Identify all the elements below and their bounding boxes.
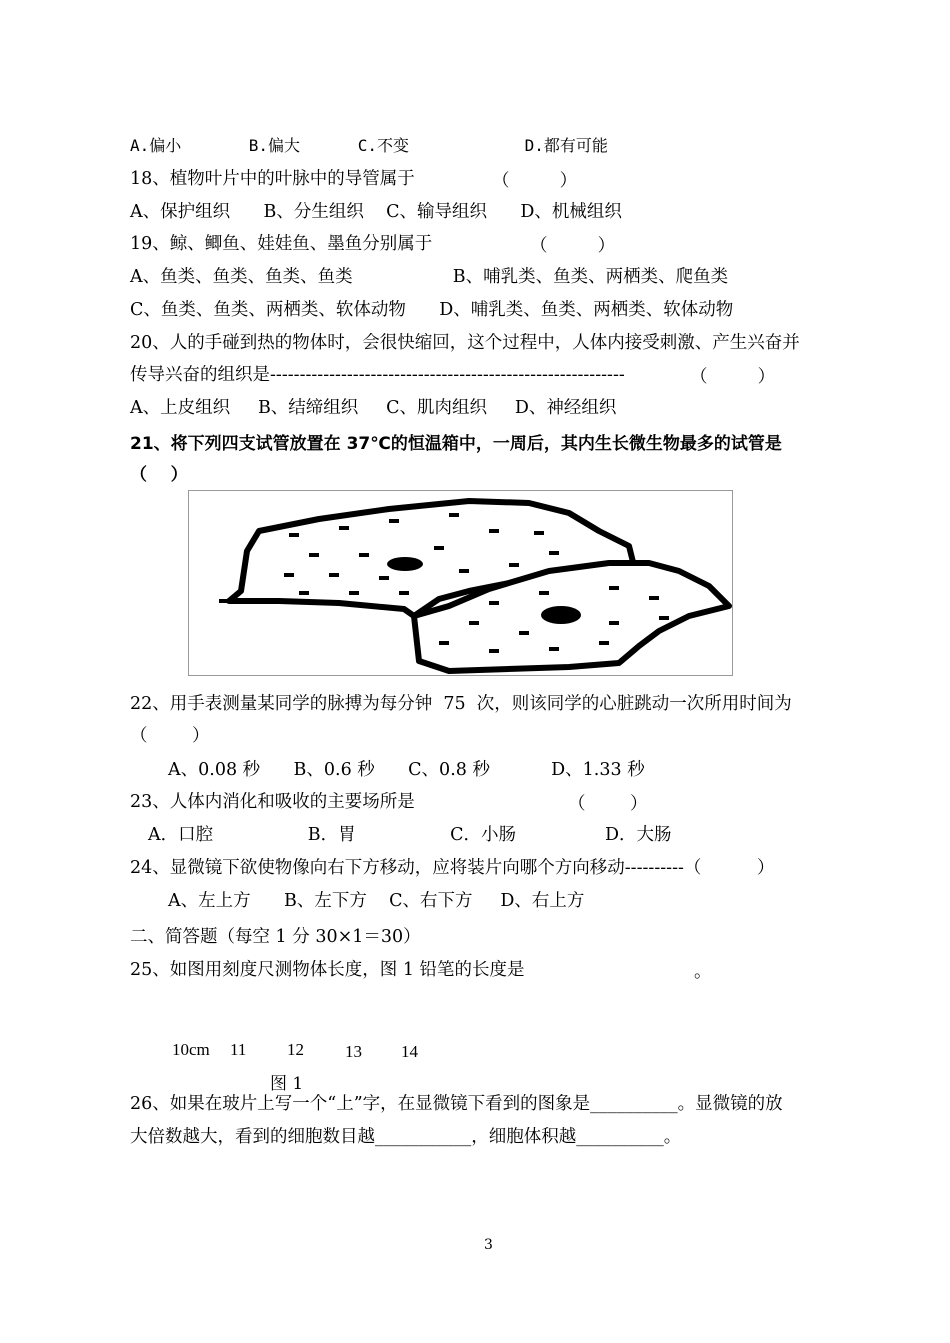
q23-stem: 23、人体内消化和吸收的主要场所是 (130, 792, 415, 812)
q22-stem: 22、用手表测量某同学的脉搏为每分钟 75 次，则该同学的心脏跳动一次所用时间为 (130, 694, 792, 714)
q23-options: A．口腔 B．胃 C．小肠 D．大肠 (148, 825, 672, 845)
q19-answer-paren: （ ） (530, 236, 616, 256)
q18-options: A、保护组织 B、分生组织 C、输导组织 D、机械组织 (130, 202, 622, 222)
ruler-label-12: 12 (287, 1040, 304, 1059)
page-number: 3 (484, 1237, 493, 1253)
q21-stem: 21、将下列四支试管放置在 37℃的恒温箱中，一周后，其内生长微生物最多的试管是 (130, 434, 782, 454)
q18-answer-paren: （ ） (492, 171, 578, 191)
ruler-label-10: 10cm (172, 1040, 210, 1059)
figure-1-caption: 图 1 (270, 1074, 304, 1094)
q17-options: A.偏小 B.偏大 C.不变 D.都有可能 (130, 136, 608, 155)
q21-answer-paren: （ ） (130, 465, 188, 485)
cells-illustration (189, 491, 734, 677)
q26-line1: 26、如果在玻片上写一个“上”字，在显微镜下看到的图象是__________。显微镜的放 (130, 1094, 783, 1114)
q23-answer-paren: （ ） (568, 794, 648, 814)
q18-stem: 18、植物叶片中的叶脉中的导管属于 (130, 169, 415, 189)
q25-end: 。 (694, 962, 712, 982)
q24-stem: 24、显微镜下欲使物像向右下方移动，应将装片向哪个方向移动----------（ ） (130, 858, 775, 878)
q20-stem-line1: 20、人的手碰到热的物体时，会很快缩回，这个过程中，人体内接受刺激、产生兴奋并 (130, 333, 800, 353)
q20-answer-paren: （ ） (690, 367, 776, 387)
q25-stem: 25、如图用刻度尺测物体长度，图 1 铅笔的长度是 (130, 960, 525, 980)
q19-options-cd: C、鱼类、鱼类、两栖类、软体动物 D、哺乳类、鱼类、两栖类、软体动物 (130, 300, 734, 320)
ruler-label-14: 14 (401, 1042, 418, 1061)
cell-figure (188, 490, 733, 676)
q22-options: A、0.08 秒 B、0.6 秒 C、0.8 秒 D、1.33 秒 (168, 760, 645, 780)
q26-line2: 大倍数越大，看到的细胞数目越___________，细胞体积越__________。 (130, 1127, 682, 1147)
q22-answer-paren: （ ） (130, 726, 210, 746)
q19-options-ab: A、鱼类、鱼类、鱼类、鱼类 B、哺乳类、鱼类、两栖类、爬鱼类 (130, 267, 729, 287)
q19-stem: 19、鲸、鲫鱼、娃娃鱼、墨鱼分别属于 (130, 234, 433, 254)
ruler-label-11: 11 (230, 1040, 247, 1059)
q20-options: A、上皮组织 B、结缔组织 C、肌肉组织 D、神经组织 (130, 398, 617, 418)
q24-options: A、左上方 B、左下方 C、右下方 D、右上方 (168, 891, 585, 911)
ruler-label-13: 13 (345, 1042, 362, 1061)
section-2-heading: 二、简答题（每空 1 分 30×1＝30） (130, 927, 421, 947)
q20-stem-line2: 传导兴奋的组织是------------------------------------------------------------ (130, 365, 625, 385)
